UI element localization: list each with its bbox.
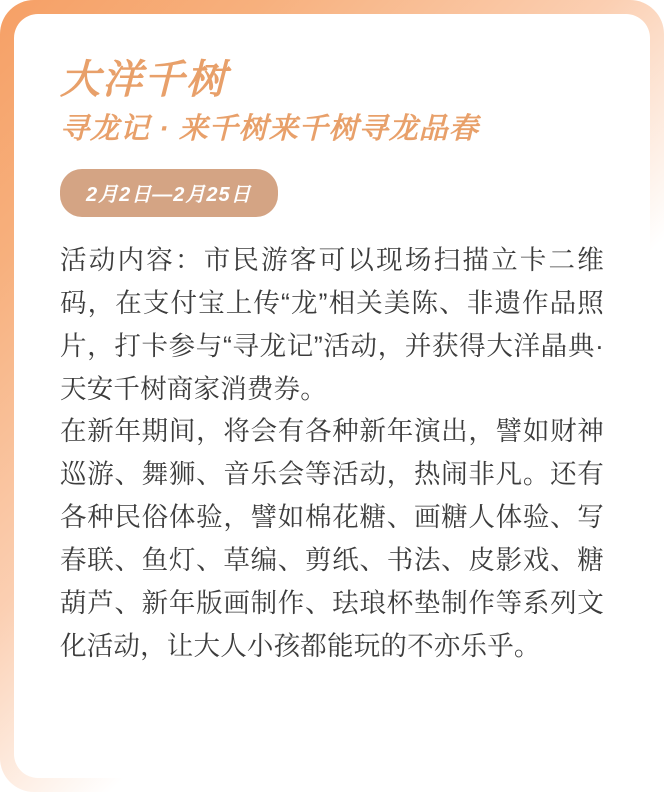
date-range-badge: 2月2日—2月25日 (60, 169, 278, 217)
page-title: 大洋千树 (60, 58, 228, 102)
event-card-content (14, 14, 650, 778)
page-subtitle: 寻龙记 · 来千树来千树寻龙品春 (60, 113, 479, 145)
event-description (60, 239, 604, 668)
description-paragraph: 活动内容：市民游客可以现场扫描立卡二维码，在支付宝上传“龙”相关美陈、非遗作品照片，打卡参与“寻龙记”活动，并获得大洋晶典·天安千树商家消费券。 (60, 244, 604, 404)
description-paragraph: 在新年期间，将会有各种新年演出，譬如财神巡游、舞狮、音乐会等活动，热闹非凡。还有各种民俗体验，譬如棉花糖、画糖人体验、写春联、鱼灯、草编、剪纸、书法、皮影戏、糖葫芦、新年版画制作、珐琅杯垫制作等系列文化活动，让大人小孩都能玩的不亦乐乎。 (60, 416, 604, 662)
